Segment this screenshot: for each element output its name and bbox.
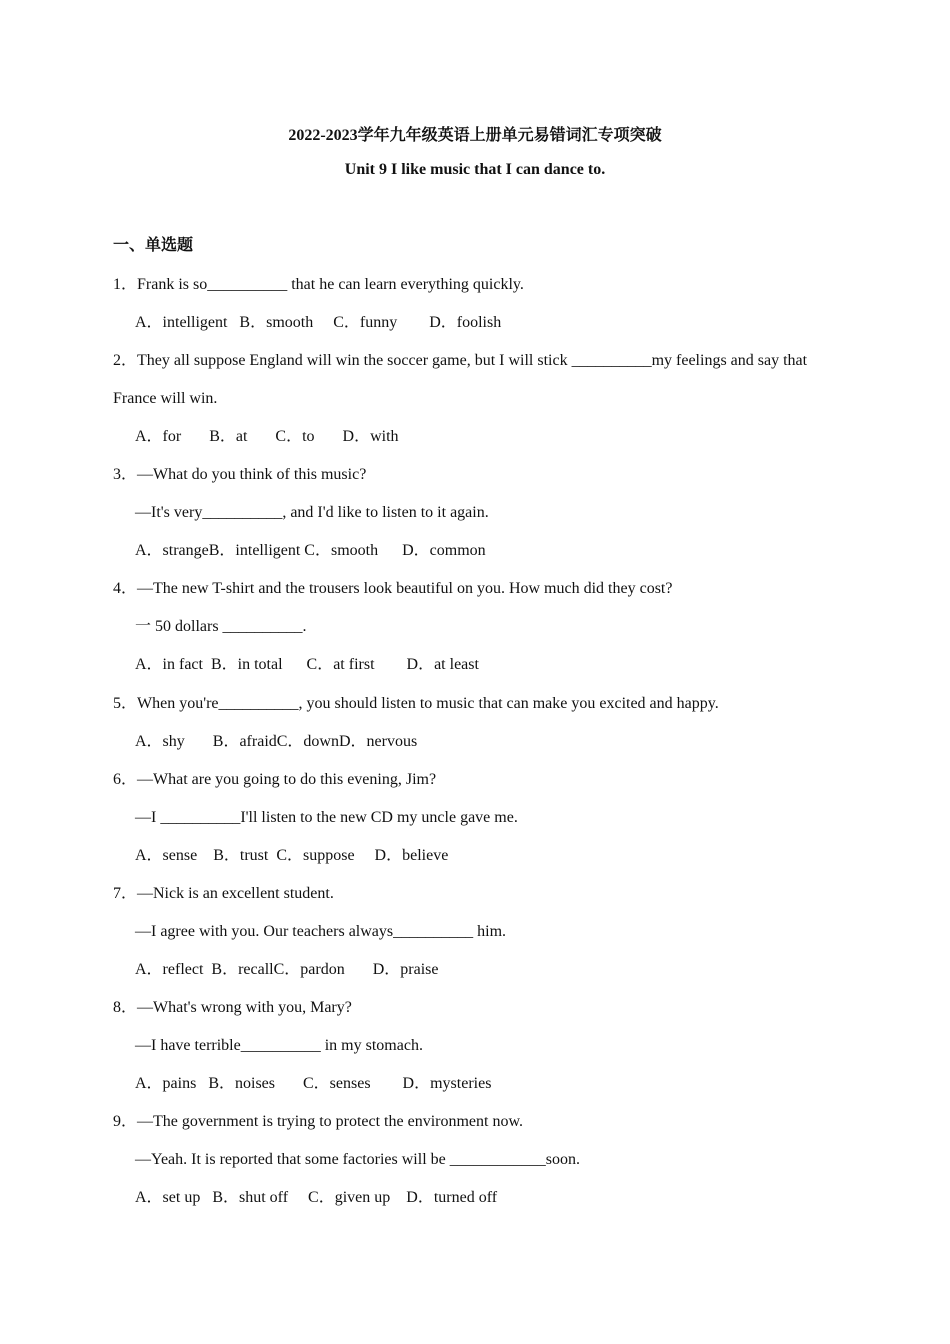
document-title: 2022-2023学年九年级英语上册单元易错词汇专项突破 [288, 127, 662, 144]
question-4-reply: 一 50 dollars __________. [135, 618, 307, 635]
question-8-reply: —I have terrible__________ in my stomach. [135, 1037, 423, 1054]
question-3-stem: 3．—What do you think of this music? [113, 466, 367, 483]
question-9-stem: 9．—The government is trying to protect the environment now. [113, 1113, 523, 1130]
question-9-reply: —Yeah. It is reported that some factories will be ____________soon. [135, 1151, 580, 1168]
question-5-stem: 5．When you're__________, you should listen to music that can make you excited and happy. [113, 695, 719, 712]
question-6-reply: —I __________I'll listen to the new CD my uncle gave me. [135, 809, 518, 826]
question-3-options: A．strangeB．intelligent C．smooth D．common [135, 542, 486, 559]
question-2-options: A．for B．at C．to D．with [135, 428, 399, 445]
question-8-stem: 8．—What's wrong with you, Mary? [113, 999, 352, 1016]
question-5-options: A．shy B．afraidC．downD．nervous [135, 733, 418, 750]
question-2-stem: 2．They all suppose England will win the soccer game, but I will stick __________my feelings and say that [113, 352, 808, 369]
question-6-stem: 6．—What are you going to do this evening, Jim? [113, 771, 437, 788]
question-4-options: A．in fact B．in total C．at first D．at least [135, 656, 479, 673]
question-7-stem: 7．—Nick is an excellent student. [113, 885, 334, 902]
question-4-stem: 4．—The new T-shirt and the trousers look beautiful on you. How much did they cost? [113, 580, 673, 597]
question-1-stem: 1．Frank is so__________ that he can learn everything quickly. [113, 276, 524, 293]
question-3-reply: —It's very__________, and I'd like to listen to it again. [135, 504, 489, 521]
question-7-options: A．reflect B．recallC．pardon D．praise [135, 961, 439, 978]
question-1-options: A．intelligent B．smooth C．funny D．foolish [135, 314, 502, 331]
section-heading: 一、单选题 [113, 237, 194, 254]
question-7-reply: —I agree with you. Our teachers always__________ him. [135, 923, 507, 940]
question-8-options: A．pains B．noises C．senses D．mysteries [135, 1075, 492, 1092]
document-subtitle: Unit 9 I like music that I can dance to. [344, 161, 606, 178]
question-6-options: A．sense B．trust C．suppose D．believe [135, 847, 449, 864]
question-9-options: A．set up B．shut off C．given up D．turned off [135, 1189, 498, 1206]
question-2-stem-continued: France will win. [113, 390, 218, 407]
